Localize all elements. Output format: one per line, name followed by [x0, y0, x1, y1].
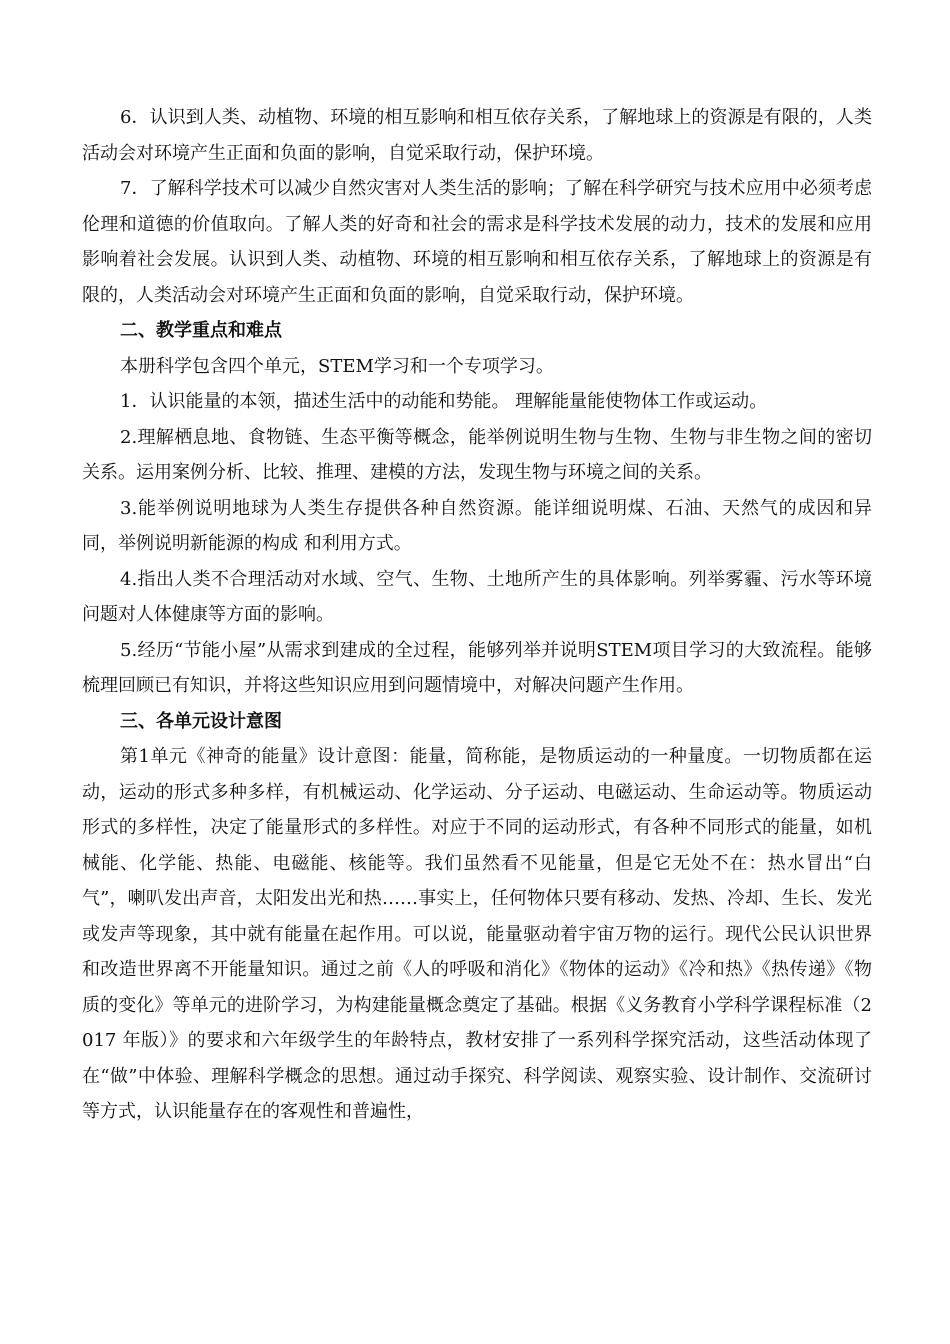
paragraph-unit-1-design: 第1单元《神奇的能量》设计意图：能量，简称能，是物质运动的一种量度。一切物质都在运动，运动的形式多种多样，有机械运动、化学运动、分子运动、电磁运动、生命运动等。物质运动形式的多样性，决定了能量形式的多样性。对应于不同的运动形式，有各种不同形式的能量，如机械能、化学能、热能、电磁能、核能等。我们虽然看不见能量，但是它无处不在：热水冒出“白气”，喇叭发出声音，太阳发出光和热……事实上，任何物体只要有移动、发热、冷却、生长、发光或发声等现象，其中就有能量在起作用。可以说，能量驱动着宇宙万物的运行。现代公民认识世界和改造世界离不开能量知识。通过之前《人的呼吸和消化》《物体的运动》《冷和热》《热传递》《物质的变化》等单元的进阶学习，为构建能量概念奠定了基础。根据《义务教育小学科学课程标准（2017 年版）》的要求和六年级学生的年龄特点，教材安排了一系列科学探究活动，这些活动体现了在“做”中体验、理解科学概念的思想。通过动手探究、科学阅读、观察实验、设计制作、交流研讨等方式，认识能量存在的客观性和普遍性，: [82, 746, 872, 1122]
paragraph-point-2: 2.理解栖息地、食物链、生态平衡等概念，能举例说明生物与生物、生物与非生物之间的密切关系。运用案例分析、比较、推理、建模的方法，发现生物与环境之间的关系。: [82, 426, 872, 483]
section-heading-unit-design: 三、各单元设计意图: [120, 710, 282, 732]
paragraph-point-3: 3.能举例说明地球为人类生存提供各种自然资源。能详细说明煤、石油、天然气的成因和异同，举例说明新能源的构成 和利用方式。: [82, 497, 872, 554]
section-heading-key-points: 二、教学重点和难点: [120, 320, 282, 341]
paragraph-overview: 本册科学包含四个单元，STEM学习和一个专项学习。: [120, 355, 554, 377]
paragraph-point-4: 4.指出人类不合理活动对水域、空气、生物、土地所产生的具体影响。列举雾霾、污水等环境问题对人体健康等方面的影响。: [82, 568, 872, 625]
paragraph-point-1: 1．认识能量的本领，描述生活中的动能和势能。 理解能量能使物体工作或运动。: [120, 391, 768, 412]
paragraph-item-6: 6．认识到人类、动植物、环境的相互影响和相互依存关系，了解地球上的资源是有限的，人类活动会对环境产生正面和负面的影响，自觉采取行动，保护环境。: [82, 107, 872, 164]
paragraph-item-7: 7．了解科学技术可以减少自然灾害对人类生活的影响；了解在科学研究与技术应用中必须考虑伦理和道德的价值取向。了解人类的好奇和社会的需求是科学技术发展的动力，技术的发展和应用影响着社会发展。认识到人类、动植物、环境的相互影响和相互依存关系，了解地球上的资源是有限的，人类活动会对环境产生正面和负面的影响，自觉采取行动，保护环境。: [82, 178, 872, 306]
paragraph-point-5: 5.经历“节能小屋”从需求到建成的全过程，能够列举并说明STEM项目学习的大致流程。能够梳理回顾已有知识，并将这些知识应用到问题情境中，对解决问题产生作用。: [82, 639, 872, 696]
document-body: [82, 100, 872, 1130]
